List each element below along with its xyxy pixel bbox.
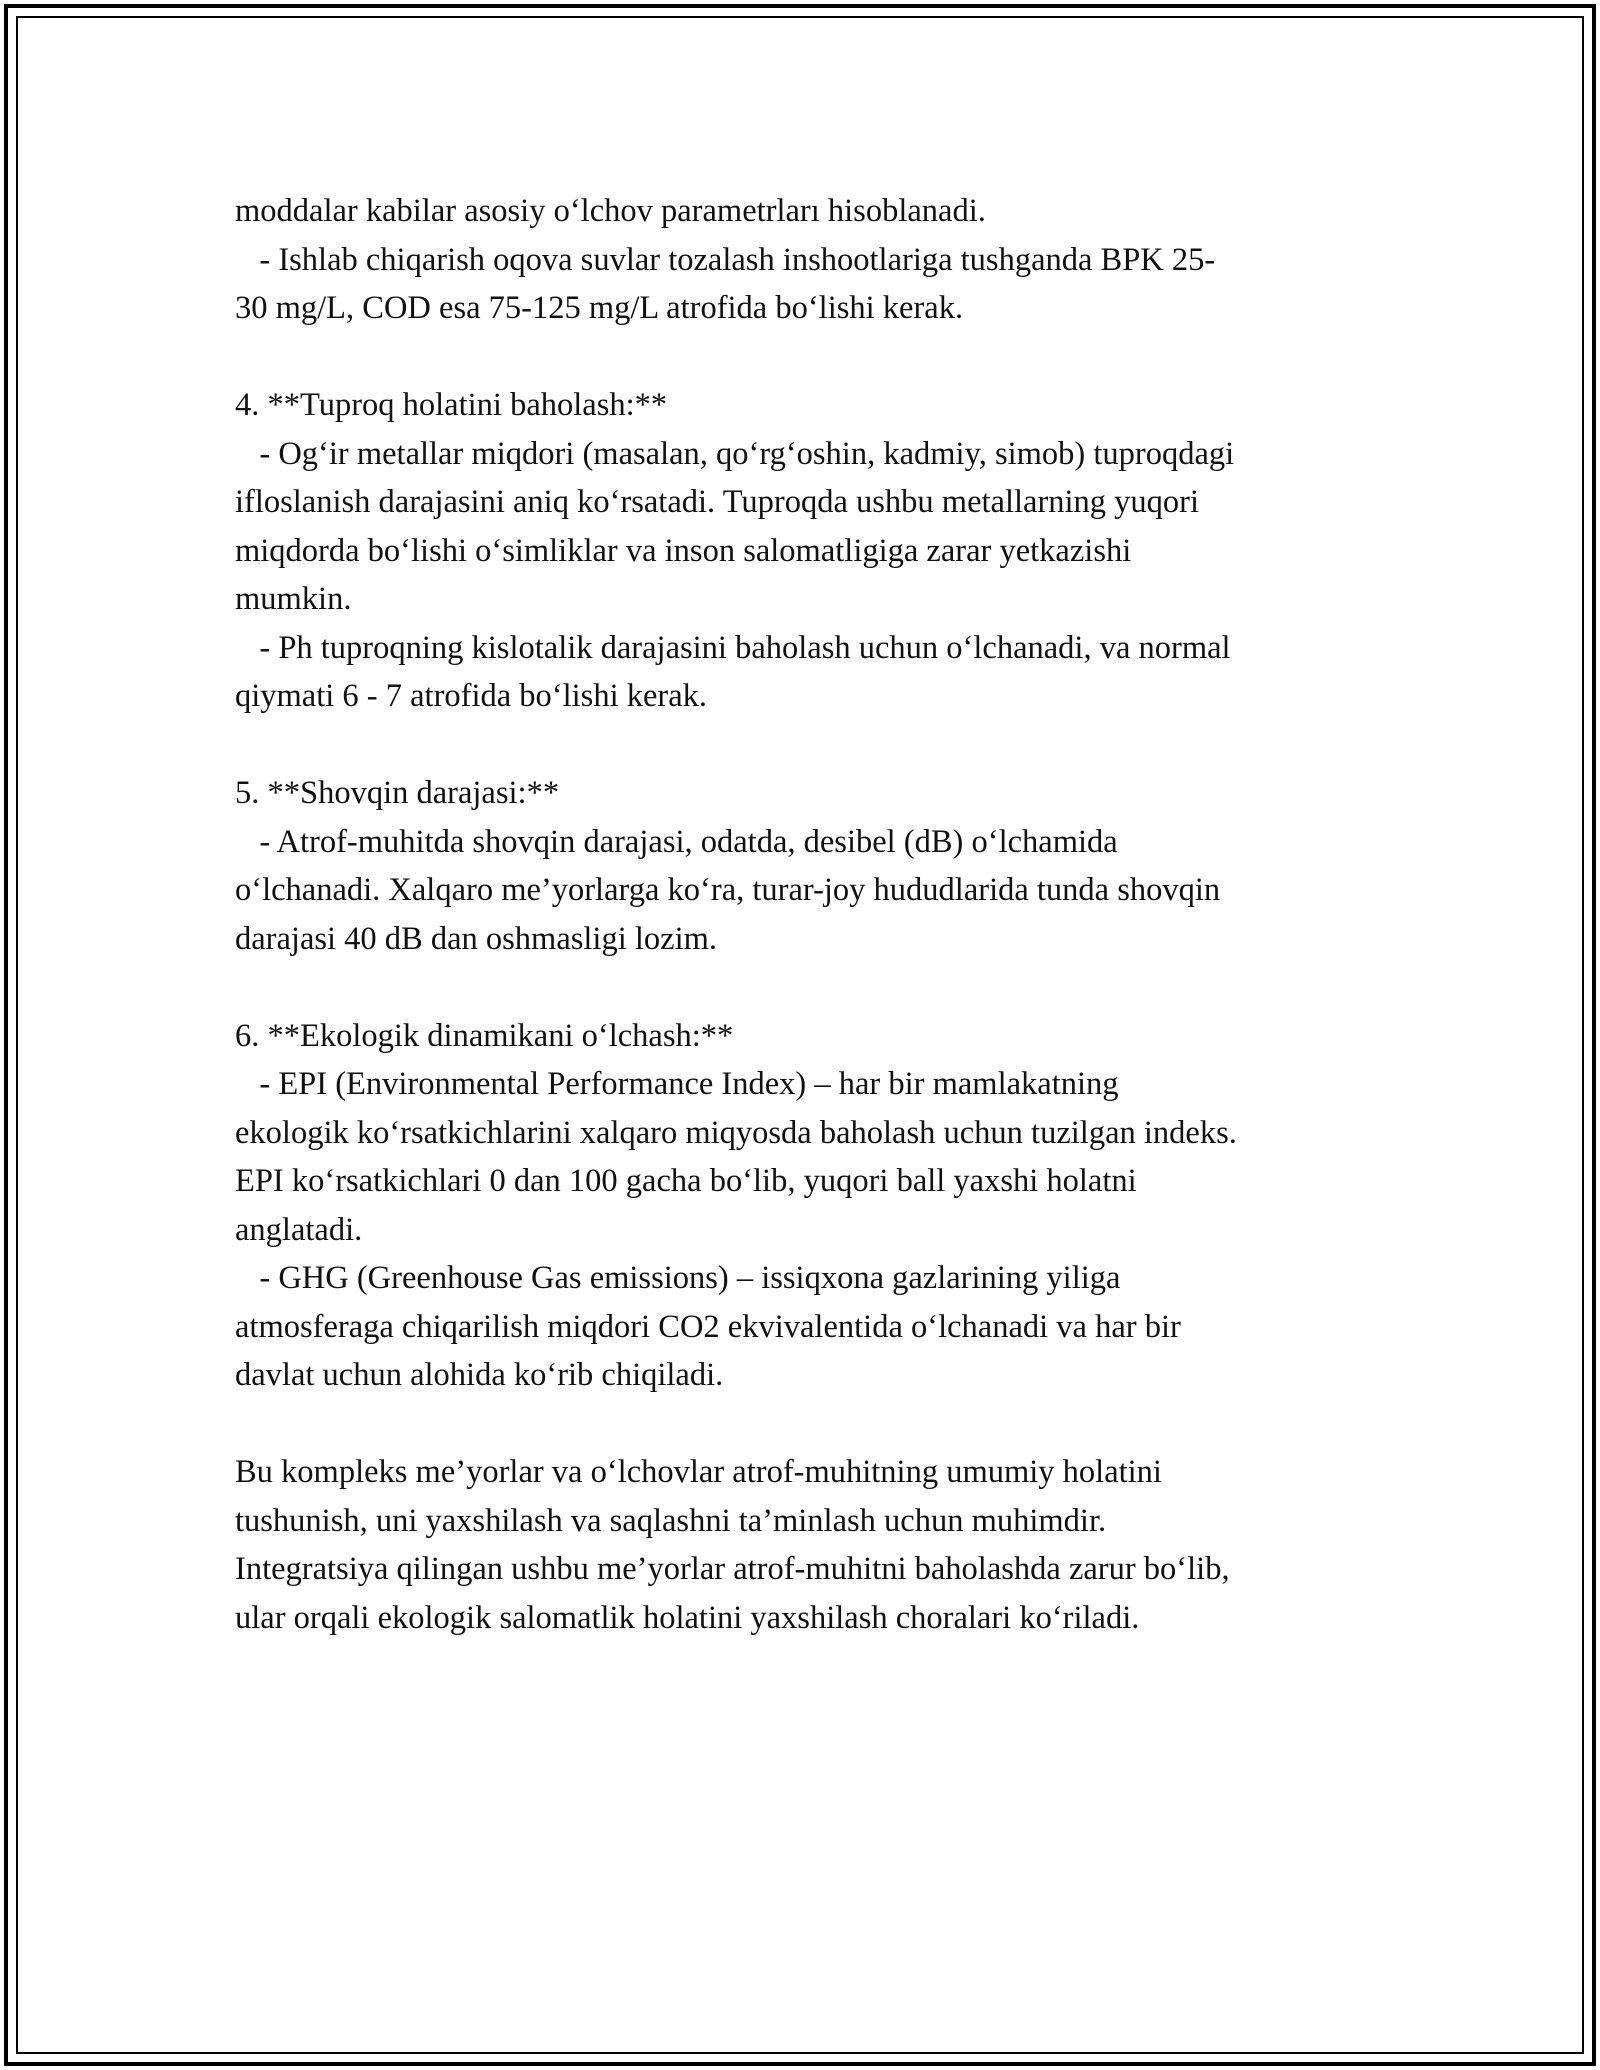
text-line: atmosferaga chiqarilish miqdori CO2 ekvivalentida o‘lchanadi va har bir [235,1308,1181,1345]
document-text [235,187,1395,1642]
text-line: Bu kompleks me’yorlar va o‘lchovlar atrof-muhitning umumiy holatini [235,1454,1162,1490]
text-line: - Og‘ir metallar miqdori (masalan, qo‘rg‘oshin, kadmiy, simob) tuproqdagi [235,435,1235,472]
text-line: o‘lchanadi. Xalqaro me’yorlarga ko‘ra, turar-joy hududlarida tunda shovqin [235,872,1221,908]
text-line: - EPI (Environmental Performance Index) – har bir mamlakatning [235,1066,1119,1102]
section-heading: 5. **Shovqin darajasi:** [235,775,560,811]
text-line: qiymati 6 - 7 atrofida bo‘lishi kerak. [235,678,708,714]
text-line: miqdorda bo‘lishi o‘simliklar va inson salomatligiga zarar yetkazishi [235,532,1132,569]
section-heading: 6. **Ekologik dinamikani o‘lchash:** [235,1017,734,1054]
text-line: - GHG (Greenhouse Gas emissions) – issiqxona gazlarining yiliga [235,1260,1121,1296]
text-line: davlat uchun alohida ko‘rib chiqiladi. [235,1357,724,1393]
blank-line [235,1400,1395,1449]
blank-line [235,333,1395,382]
text-line: mumkin. [235,581,352,617]
blank-line [235,963,1395,1012]
text-line: 30 mg/L, COD esa 75-125 mg/L atrofida bo‘lishi kerak. [235,290,964,326]
text-line: darajasi 40 dB dan oshmasligi lozim. [235,920,718,957]
text-line: - Ph tuproqning kislotalik darajasini baholash uchun o‘lchanadi, va normal [235,629,1231,666]
text-line: ifloslanish darajasini aniq ko‘rsatadi. Tuproqda ushbu metallarning yuqori [235,484,1200,520]
text-line: EPI ko‘rsatkichlari 0 dan 100 gacha bo‘lib, yuqori ball yaxshi holatni [235,1163,1137,1199]
section-heading: 4. **Tuproq holatini baholash:** [235,387,668,423]
text-line: ekologik ko‘rsatkichlarini xalqaro miqyosda baholash uchun tuzilgan indeks. [235,1114,1237,1151]
text-line: - Ishlab chiqarish oqova suvlar tozalash inshootlariga tushganda BPK 25- [235,241,1216,278]
text-line: - Atrof-muhitda shovqin darajasi, odatda, desibel (dB) o‘lchamida [235,823,1118,860]
text-line: moddalar kabilar asosiy o‘lchov parametrları hisoblanadi. [235,193,986,229]
text-line: anglatadi. [235,1211,363,1248]
text-line: Integratsiya qilingan ushbu me’yorlar atrof-muhitni baholashda zarur bo‘lib, [235,1551,1230,1587]
text-line: tushunish, uni yaxshilash va saqlashni ta’minlash uchun muhimdir. [235,1502,1107,1539]
text-line: ular orqali ekologik salomatlik holatini yaxshilash choralari ko‘riladi. [235,1599,1140,1636]
blank-line [235,721,1395,770]
